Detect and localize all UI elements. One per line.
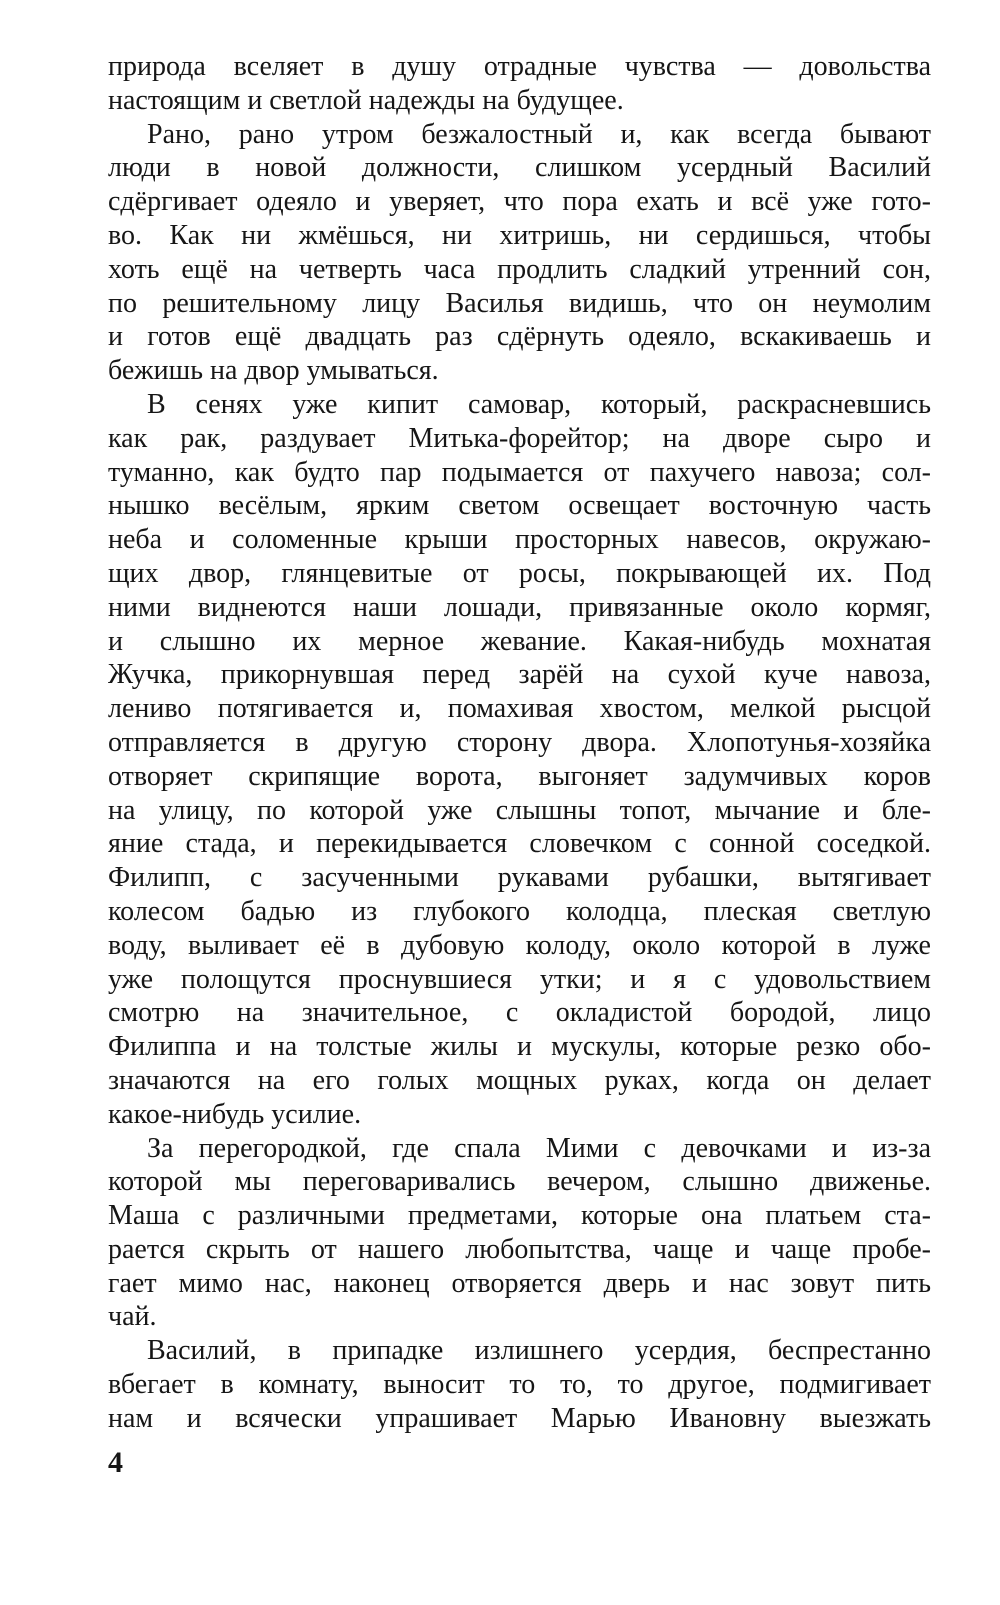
- paragraph: [108, 388, 931, 1132]
- text-line: ними виднеются наши лошади, привязанные около кормяг,: [108, 591, 931, 623]
- text-line: колесом бадью из глубокого колодца, плеская светлую: [108, 895, 931, 927]
- text-line: которой мы переговаривались вечером, слышно движенье.: [108, 1166, 931, 1198]
- text-line: как рак, раздувает Митька-форейтор; на дворе сыро и: [108, 422, 931, 454]
- text-line: сдёргивает одеяло и уверяет, что пора ехать и всё уже гото-: [108, 186, 931, 218]
- text-line: по решительному лицу Василья видишь, что он неумолим: [108, 287, 931, 319]
- text-line: туманно, как будто пар подымается от пахучего навоза; сол-: [108, 456, 931, 488]
- text-line: щих двор, глянцевитые от росы, покрывающей их. Под: [108, 557, 931, 589]
- text-line: нышко весёлым, ярким светом освещает восточную часть: [108, 490, 931, 522]
- text-line: Филипп, с засученными рукавами рубашки, вытягивает: [108, 862, 931, 894]
- text-line: Василий, в припадке излишнего усердия, беспрестанно: [147, 1335, 931, 1367]
- paragraph: [108, 50, 931, 118]
- paragraph: [108, 1334, 931, 1435]
- text-line: отправляется в другую сторону двора. Хлопотунья-хозяйка: [108, 726, 931, 758]
- text-line: бежишь на двор умываться.: [108, 355, 439, 387]
- text-line: хоть ещё на четверть часа продлить сладкий утренний сон,: [108, 253, 931, 285]
- text-line: настоящим и светлой надежды на будущее.: [108, 84, 624, 116]
- text-line: и слышно их мерное жевание. Какая-нибудь мохнатая: [108, 625, 931, 657]
- text-line: Маша с различными предметами, которые она платьем ста-: [108, 1200, 931, 1232]
- text-line: природа вселяет в душу отрадные чувства — довольства: [108, 51, 931, 82]
- text-line: В сенях уже кипит самовар, который, раскрасневшись: [147, 388, 931, 420]
- text-line: Филиппа и на толстые жилы и мускулы, которые резко обо-: [108, 1031, 931, 1063]
- text-line: яние стада, и перекидывается словечком с сонной соседкой.: [108, 828, 931, 860]
- text-line: смотрю на значительное, с окладистой бородой, лицо: [108, 997, 931, 1029]
- text-line: во. Как ни жмёшься, ни хитришь, ни сердишься, чтобы: [108, 219, 931, 251]
- text-line: лениво потягивается и, помахивая хвостом, мелкой рысцой: [108, 693, 931, 725]
- text-line: Жучка, прикорнувшая перед зарёй на сухой куче навоза,: [108, 659, 931, 691]
- text-line: воду, выливает её в дубовую колоду, около которой в луже: [108, 929, 931, 961]
- text-line: Рано, рано утром безжалостный и, как всегда бывают: [147, 118, 931, 150]
- paragraph: [108, 118, 931, 388]
- text-line: какое-нибудь усилие.: [108, 1098, 362, 1130]
- paragraph: [108, 1132, 931, 1335]
- text-line: и готов ещё двадцать раз сдёрнуть одеяло, вскакиваешь и: [108, 321, 931, 353]
- text-line: неба и соломенные крыши просторных навесов, окружаю-: [108, 524, 931, 556]
- text-line: на улицу, по которой уже слышны топот, мычание и бле-: [108, 794, 931, 826]
- text-line: чай.: [108, 1301, 157, 1333]
- page-body-text: [108, 50, 931, 1436]
- text-line: отворяет скрипящие ворота, выгоняет задумчивых коров: [108, 760, 931, 792]
- text-line: уже полощутся проснувшиеся утки; и я с удовольствием: [108, 963, 931, 995]
- text-line: вбегает в комнату, выносит то то, то другое, подмигивает: [108, 1369, 931, 1401]
- text-line: нам и всячески упрашивает Марью Ивановну выезжать: [108, 1402, 931, 1434]
- text-line: значаются на его голых мощных руках, когда он делает: [108, 1064, 931, 1096]
- text-line: рается скрыть от нашего любопытства, чаще и чаще пробе-: [108, 1233, 931, 1265]
- text-line: За перегородкой, где спала Мими с девочками и из-за: [147, 1132, 931, 1164]
- text-line: люди в новой должности, слишком усердный Василий: [108, 152, 931, 184]
- text-line: гает мимо нас, наконец отворяется дверь и нас зовут пить: [108, 1267, 931, 1299]
- page-number: 4: [108, 1446, 123, 1479]
